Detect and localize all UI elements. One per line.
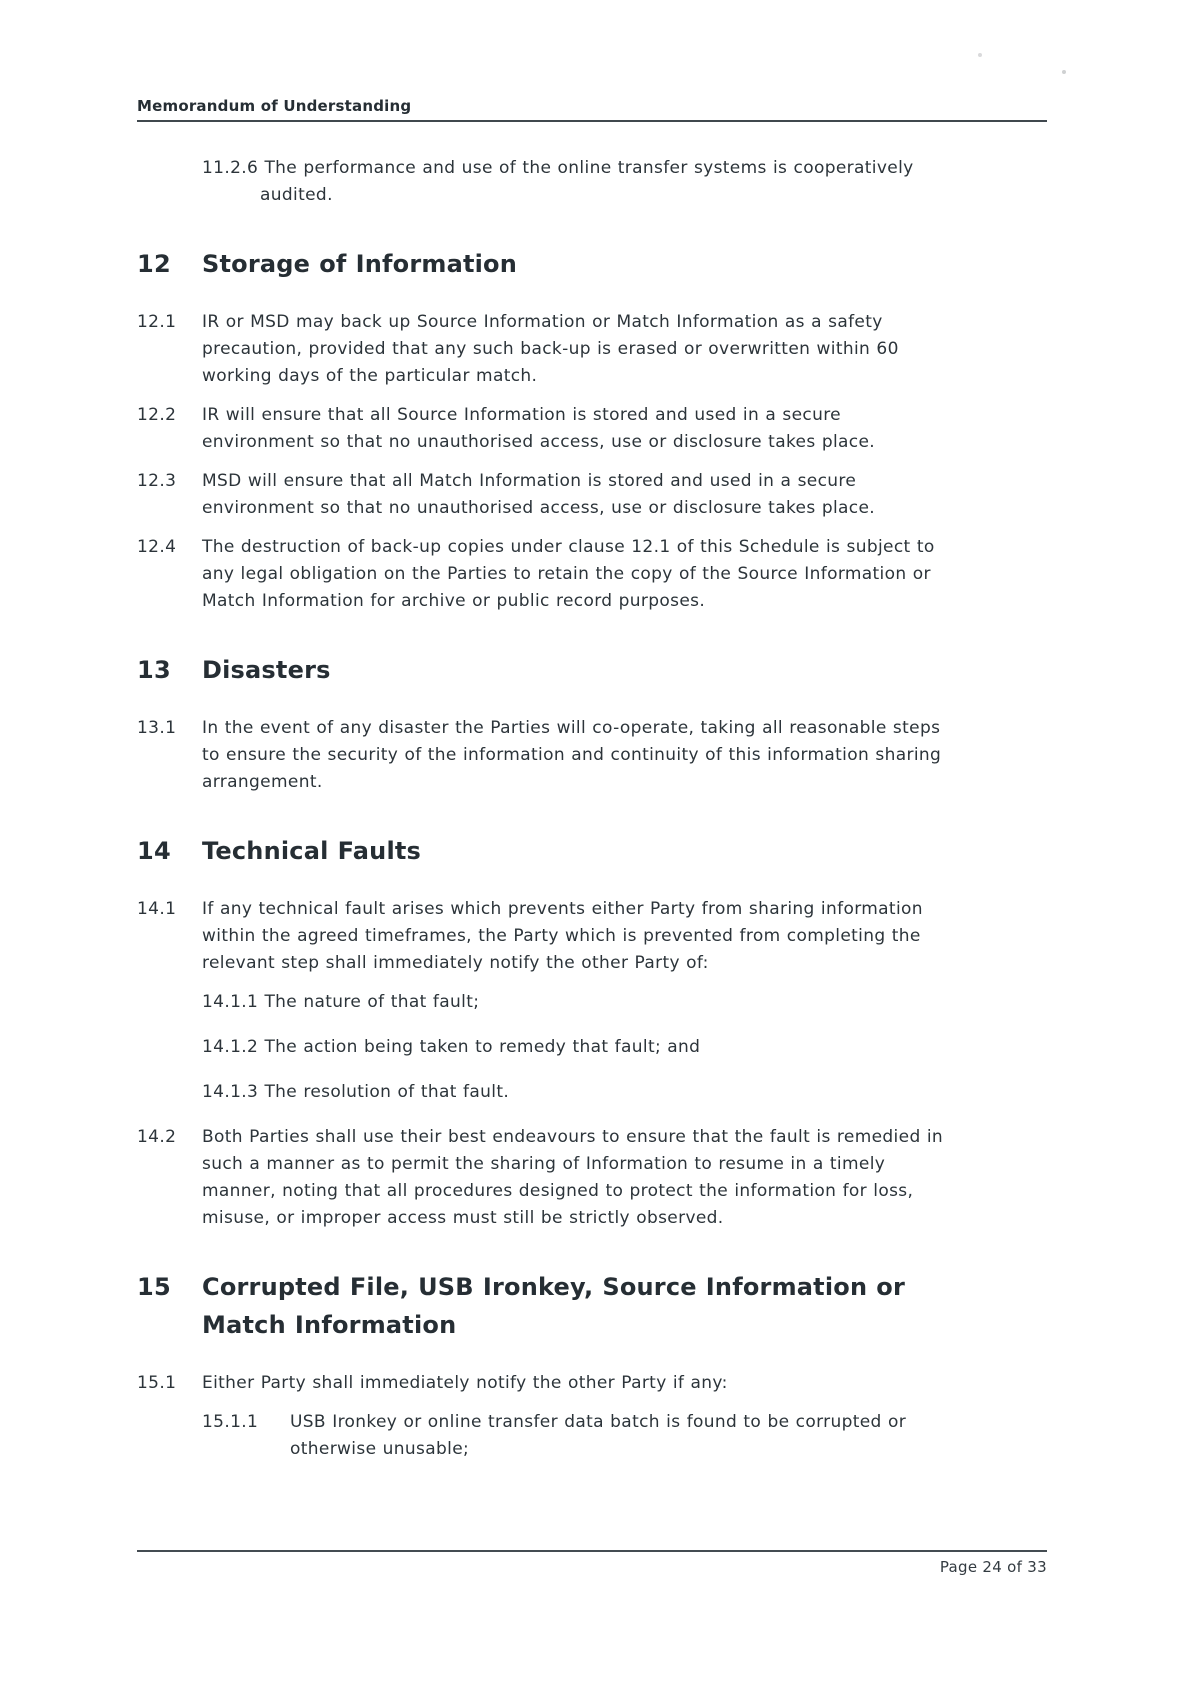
- document-footer: [137, 1550, 1047, 1576]
- subclause-text: The performance and use of the online transfer systems is cooperatively audited.: [260, 158, 914, 205]
- clause-number: 12.2: [137, 405, 177, 425]
- clause-12-4: [137, 534, 1047, 615]
- subclause-14-1-2: [202, 1034, 975, 1061]
- footer-rule: [137, 1550, 1047, 1552]
- document-body: [137, 155, 1047, 1463]
- clause-13-1: [137, 715, 1047, 796]
- clause-number: 12.3: [137, 471, 177, 491]
- clause-12-1: [137, 309, 1047, 390]
- clause-text: IR or MSD may back up Source Information or Match Information as a safety precaution, provided that any such back-up is erased or overwritten within 60 working days of the particular match.: [202, 312, 899, 386]
- clause-text: MSD will ensure that all Match Information is stored and used in a secure environment so that no unauthorised access, use or disclosure takes place.: [202, 471, 876, 518]
- subclause-number: 11.2.6: [202, 158, 259, 178]
- clause-14-2: [137, 1124, 1047, 1232]
- scan-artifact-dot: [1062, 70, 1066, 74]
- page-number: Page 24 of 33: [939, 1558, 1047, 1576]
- clause-14-1: [137, 896, 1047, 977]
- section-number: 15: [137, 1273, 172, 1301]
- subclause-text: The nature of that fault;: [264, 992, 480, 1012]
- section-heading-15: [137, 1268, 1047, 1344]
- clause-text: Either Party shall immediately notify the other Party if any:: [202, 1373, 728, 1393]
- section-heading-14: [137, 832, 1047, 870]
- clause-number: 12.4: [137, 537, 177, 557]
- section-number: 12: [137, 250, 172, 278]
- clause-12-3: [137, 468, 1047, 522]
- subclause-15-1-1: [202, 1409, 1047, 1463]
- clause-text: IR will ensure that all Source Information is stored and used in a secure environment so that no unauthorised access, use or disclosure takes place.: [202, 405, 876, 452]
- clause-number: 14.1: [137, 899, 177, 919]
- subclause-11-2-6: [202, 155, 975, 209]
- subclause-number: 14.1.1: [202, 992, 259, 1012]
- subclause-14-1-1: [202, 989, 975, 1016]
- subclause-14-1-3: [202, 1079, 975, 1106]
- scan-artifact-dot: [978, 53, 982, 57]
- subclause-number: 15.1.1: [202, 1412, 259, 1432]
- section-heading-12: [137, 245, 1047, 283]
- clause-number: 13.1: [137, 718, 177, 738]
- subclause-number: 14.1.3: [202, 1082, 259, 1102]
- clause-text: In the event of any disaster the Parties will co-operate, taking all reasonable steps to ensure the security of the information and continuity of this information sharing arrangement.: [202, 718, 942, 792]
- section-title: Technical Faults: [202, 837, 422, 865]
- clause-number: 12.1: [137, 312, 177, 332]
- section-title: Disasters: [202, 656, 331, 684]
- section-title: Corrupted File, USB Ironkey, Source Information or Match Information: [202, 1273, 906, 1339]
- clause-12-2: [137, 402, 1047, 456]
- clause-text: Both Parties shall use their best endeavours to ensure that the fault is remedied in such a manner as to permit the sharing of Information to resume in a timely manner, noting that all procedures designed to protect the information for loss, misuse, or improper access must still be strictly observed.: [202, 1127, 944, 1228]
- header-rule: [137, 120, 1047, 122]
- clause-text: The destruction of back-up copies under clause 12.1 of this Schedule is subject to any legal obligation on the Parties to retain the copy of the Source Information or Match Information for archive or public record purposes.: [202, 537, 935, 611]
- document-title: Memorandum of Understanding: [137, 97, 412, 115]
- clause-15-1: [137, 1370, 1047, 1397]
- subclause-number: 14.1.2: [202, 1037, 259, 1057]
- section-number: 13: [137, 656, 172, 684]
- subclause-text: The action being taken to remedy that fault; and: [264, 1037, 701, 1057]
- document-header: [137, 97, 1047, 122]
- section-heading-13: [137, 651, 1047, 689]
- clause-number: 14.2: [137, 1127, 177, 1147]
- clause-number: 15.1: [137, 1373, 177, 1393]
- section-number: 14: [137, 837, 172, 865]
- section-title: Storage of Information: [202, 250, 518, 278]
- subclause-text: The resolution of that fault.: [264, 1082, 510, 1102]
- subclause-text: USB Ironkey or online transfer data batch is found to be corrupted or otherwise unusable;: [290, 1412, 907, 1459]
- clause-text: If any technical fault arises which prevents either Party from sharing information within the agreed timeframes, the Party which is prevented from completing the relevant step shall immediately notify the other Party of:: [202, 899, 923, 973]
